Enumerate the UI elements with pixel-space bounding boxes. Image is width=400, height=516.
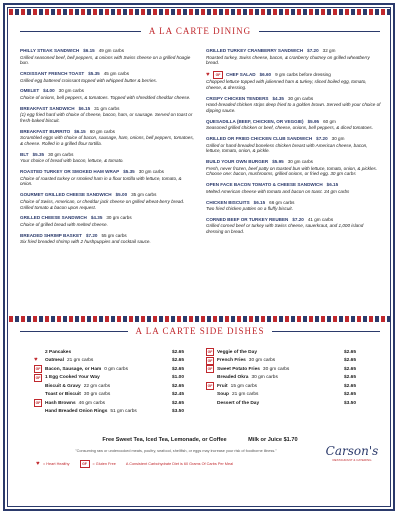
menu-item-name: BUILD YOUR OWN BURGER — [206, 159, 269, 165]
side-dish-carbs: 15 gm carbs — [230, 383, 258, 389]
paid-drinks-text: Milk or Juice $1.70 — [248, 437, 298, 443]
side-dish-price: $2.65 — [343, 349, 356, 355]
menu-item-carbs: 30 gm carbs — [287, 95, 314, 101]
menu-item — [20, 215, 195, 227]
left-menu-column — [20, 48, 195, 250]
side-dish-label — [34, 358, 93, 363]
menu-item-carbs: 30 gm carbs — [58, 88, 84, 94]
side-dish-price: $2.65 — [343, 383, 356, 389]
menu-item-header — [206, 71, 381, 79]
menu-item-price: $4.35 — [272, 95, 284, 101]
side-dish-row — [206, 357, 356, 366]
menu-item-description: Choice of roasted turkey or smoked ham in a flour tortilla with lettuce, tomato, & onion. — [20, 175, 182, 187]
divider — [272, 331, 380, 332]
side-dish-label — [34, 409, 137, 414]
menu-item-price: $5.00 — [115, 192, 128, 198]
menu-item-carbs: 60 gm — [323, 118, 336, 124]
side-dish-row — [206, 348, 356, 357]
side-dish-name: Biscuit & Gravy — [45, 383, 81, 389]
menu-item-carbs: 66 gm carbs — [269, 199, 295, 205]
side-dish-carbs: 30 gm carbs — [248, 358, 276, 364]
side-dish-icon-slot — [206, 382, 217, 390]
menu-item — [206, 96, 381, 114]
menu-item — [20, 88, 195, 100]
legend — [36, 460, 326, 468]
side-dish-name: 2 Pancakes — [45, 349, 72, 355]
middle-stripe-band — [9, 316, 391, 322]
side-dish-name: Hash Browns — [45, 400, 76, 406]
legend-gf-label: = Gluten Free — [92, 462, 116, 466]
side-dish-price: $2.45 — [171, 392, 184, 398]
divider — [20, 331, 128, 332]
menu-item-name: OPEN FACE BACON TOMATO & CHEESE SANDWICH — [206, 182, 323, 188]
side-dish-name: Fruit — [217, 383, 228, 389]
menu-item-price: $6.15 — [83, 48, 95, 53]
side-dish-carbs: 30 gm carbs — [262, 366, 290, 372]
side-dish-icon-slot — [34, 365, 45, 373]
side-dish-name: Dessert of the Day — [217, 400, 260, 406]
side-dish-row — [34, 365, 184, 374]
side-dish-name: Soup — [217, 392, 229, 398]
gluten-free-icon: GF — [35, 367, 41, 372]
logo-subtitle: RESTAURANT & CATERING — [332, 458, 372, 462]
dining-heading-banner — [20, 24, 380, 38]
menu-item-description: (1) egg fried hard with choice of cheese, bacon, ham, or sausage. Served on toast or fresh-baked biscuit. — [20, 112, 193, 123]
menu-item-name: PHILLY STEAK SANDWICH — [20, 48, 80, 53]
side-dish-price: $3.50 — [343, 400, 356, 406]
menu-item-description: Scrambled eggs with choice of bacon, sausage, ham, onions, bell peppers, tomatoes, & cheese. Rolled in a grilled flour tortilla. — [20, 135, 194, 147]
sides-right-list — [206, 348, 356, 408]
side-dish-icon-slot — [206, 357, 217, 365]
side-dish-name: Toast or Biscuit — [45, 392, 81, 398]
menu-item — [206, 136, 381, 154]
side-dish-price: $2.65 — [343, 366, 356, 372]
side-dish-price: $2.65 — [171, 366, 184, 372]
heart-icon: ♥ — [206, 71, 210, 78]
side-dish-price: $2.65 — [343, 358, 356, 364]
side-dish-label — [206, 401, 259, 406]
menu-item-description: Chopped lettuce topped with julienned ham & turkey, sliced boiled egg, tomato, cheese, & dressing. — [206, 79, 367, 90]
menu-item-name: CORNED BEEF OR TURKEY REUBEN — [206, 216, 289, 222]
heart-icon: ♥ — [36, 460, 40, 467]
menu-item-carbs: 31 gm carbs — [94, 105, 120, 111]
menu-item — [20, 129, 195, 147]
menu-item-carbs: 30 gm carbs — [106, 215, 132, 221]
gluten-free-icon: GF — [207, 350, 213, 355]
legend-heart — [36, 462, 70, 467]
menu-item-price: $4.00 — [43, 88, 55, 94]
gluten-free-icon: GF — [213, 71, 223, 79]
menu-item — [20, 106, 195, 124]
menu-item-description: Roasted turkey, Swiss cheese, bacon, & cranberry chutney on grilled wheatberry bread. — [206, 54, 370, 66]
side-dish-row — [34, 348, 184, 357]
logo-script: Carson's — [325, 444, 379, 458]
side-dish-name: Oatmeal — [45, 358, 64, 364]
side-dish-label — [206, 392, 258, 397]
gluten-free-icon: GF — [207, 384, 213, 389]
menu-item-price: $7.20 — [292, 216, 304, 222]
menu-item-description: Seasoned grilled chicken or beef, cheese, onions, bell peppers, & diced tomatoes. — [206, 125, 374, 131]
side-dish-price: $2.65 — [171, 400, 184, 406]
side-dish-label — [206, 382, 257, 390]
menu-item-price: $6.15 — [253, 199, 266, 205]
menu-item — [206, 200, 381, 212]
menu-item — [206, 217, 381, 235]
side-dish-carbs: 30 gm carbs — [83, 392, 111, 398]
gluten-free-icon: GF — [35, 401, 41, 406]
menu-item — [206, 119, 381, 131]
side-dish-name: French Fries — [217, 358, 246, 364]
menu-item-carbs: 35 gm carbs — [131, 192, 157, 198]
menu-item — [20, 192, 195, 210]
side-dish-name: Veggie of the Day — [217, 349, 257, 355]
side-dish-price: $2.65 — [171, 349, 184, 355]
right-menu-column — [206, 48, 381, 240]
menu-item-name: CHICKEN BISCUITS — [206, 199, 250, 205]
side-dish-label — [34, 374, 100, 382]
restaurant-logo — [322, 444, 382, 484]
menu-item-price: $5.95 — [307, 118, 320, 124]
dining-heading: A LA CARTE DINING — [148, 26, 252, 36]
side-dish-name: Breaded Okra — [217, 375, 249, 381]
menu-item-name: GOURMET GRILLED CHEESE SANDWICH — [20, 192, 112, 198]
menu-item-carbs: 45 gm carbs — [103, 71, 130, 77]
menu-item-price: $7.20 — [85, 232, 98, 238]
side-dish-icon-slot — [206, 348, 217, 356]
menu-item-carbs: 30 gm carbs — [287, 159, 313, 165]
menu-item — [206, 71, 381, 91]
menu-item-description: Grilled corned beef or turkey with Swiss cheese, sauerkraut, and 1,000 island dressing on bread. — [206, 223, 364, 235]
legend-carb-note: A Consistent Carbohydrate Diet is 60 Grams Of Carbs Per Meal — [125, 462, 234, 466]
sides-heading: A LA CARTE SIDE DISHES — [135, 326, 265, 336]
menu-item-name: OMELET — [20, 88, 40, 94]
menu-item-name: CRISPY CHICKEN TENDERS — [206, 95, 269, 101]
gluten-free-icon: GF — [207, 367, 213, 372]
menu-item-name: CHEF SALAD — [226, 71, 256, 77]
menu-item-name: GRILLED OR FRIED CHICKEN CLUB SANDWICH — [206, 136, 313, 142]
menu-item — [206, 159, 381, 177]
side-dish-label — [34, 392, 110, 397]
menu-item — [20, 152, 195, 164]
menu-item — [20, 169, 195, 187]
menu-item-description: Fresh, never frozen, beef patty on toasted bun with lettuce, tomato, onion, & pickles. Choose one: bacon, mushrooms, grilled onions, or fried egg. 30 gm carbs — [206, 165, 378, 177]
menu-item-name: ROASTED TURKEY OR SMOKED HAM WRAP — [20, 169, 120, 175]
menu-item-price: $7.20 — [316, 136, 328, 142]
menu-item-name: BLT — [20, 151, 29, 157]
menu-item-price: $5.35 — [123, 169, 135, 175]
menu-item-price: $4.35 — [90, 215, 103, 221]
menu-item-carbs: 30 gm carbs — [48, 151, 74, 157]
side-dish-row — [206, 365, 356, 374]
menu-item-name: BREAKFAST BURRITO — [20, 128, 71, 134]
drinks-line — [0, 437, 400, 443]
menu-item-name: GRILLED TURKEY CRANBERRY SANDWICH — [206, 48, 304, 53]
menu-item-description: Six fried breaded shrimp with 2 hushpuppies and cocktail sauce. — [20, 239, 151, 245]
side-dish-row — [34, 374, 184, 383]
menu-item-carbs: 41 gm carbs — [307, 216, 334, 222]
menu-item-description: Hand-breaded chicken strips deep fried to a golden brown. Served with your choice of dipping sauce. — [206, 102, 381, 113]
menu-item-price: $6.15 — [326, 182, 339, 188]
side-dish-label — [34, 365, 128, 373]
side-dish-row — [34, 357, 184, 366]
side-dish-row — [206, 382, 356, 391]
menu-item — [206, 182, 381, 194]
menu-item-price: $5.95 — [272, 159, 284, 165]
side-dish-label — [34, 384, 110, 389]
side-dish-price: $2.65 — [171, 358, 184, 364]
gluten-free-icon: GF — [207, 358, 213, 363]
menu-item — [20, 48, 195, 66]
divider — [20, 31, 141, 32]
free-drinks-text: Free Sweet Tea, Iced Tea, Lemonade, or Coffee — [102, 437, 227, 443]
heart-icon: ♥ — [34, 357, 38, 364]
menu-item-carbs: 30 gm — [331, 136, 345, 142]
side-dish-name: Bacon, Sausage, or Ham — [45, 366, 102, 372]
menu-item-name: QUESADILLA (BEEF, CHICKEN, OR VEGGIE) — [206, 118, 304, 124]
side-dish-carbs: 30 gm carbs — [251, 375, 278, 381]
side-dish-label — [206, 348, 257, 356]
legend-heart-label: = Heart Healthy — [43, 462, 70, 466]
side-dish-row — [206, 374, 356, 383]
side-dish-row — [34, 391, 184, 400]
side-dish-carbs: 21 gm carbs — [66, 358, 94, 364]
menu-item-description: Choice of Swiss, American, or cheddar jack cheese on grilled wheat-berry bread. Grilled tomato & bacon upon request. — [20, 198, 185, 210]
menu-item-description: Melted American cheese with tomato and bacon on toast. 34 gm carbs — [206, 188, 350, 194]
side-dish-icon-slot — [34, 374, 45, 382]
menu-item-name: CROISSANT FRENCH TOAST — [20, 71, 85, 77]
side-dish-label — [34, 350, 71, 355]
side-dish-price: $2.65 — [171, 383, 184, 389]
menu-item-carbs: 49 gm carbs — [98, 48, 124, 53]
menu-item-price: $6.15 — [74, 128, 86, 134]
menu-item-description: Grilled egg battered croissant topped with whipped butter & berries. — [20, 77, 158, 83]
menu-item-price: $7.20 — [307, 48, 319, 53]
side-dish-name: Hand Breaded Onion Rings — [45, 409, 108, 415]
side-dish-name: Sweet Potato Fries — [217, 366, 260, 372]
menu-item-name: GRILLED CHEESE SANDWICH — [20, 215, 87, 221]
menu-item-carbs: 32 gm — [322, 48, 336, 53]
sides-left-list — [34, 348, 184, 416]
side-dish-carbs: 21 gm carbs — [232, 392, 259, 398]
menu-item-description: Choice of grilled bread with melted cheese. — [20, 221, 108, 227]
side-dish-row — [206, 399, 356, 408]
side-dish-price: $1.00 — [171, 375, 184, 381]
side-dish-carbs: 22 gm carbs — [83, 383, 111, 389]
menu-item-description: Choice of onions, bell peppers, & tomatoes. Topped with shredded cheddar cheese. — [20, 94, 191, 100]
menu-item — [20, 71, 195, 83]
side-dish-row — [206, 391, 356, 400]
side-dish-price: $3.50 — [171, 409, 184, 415]
menu-item-carbs: 55 gm carbs — [101, 232, 127, 238]
side-dish-price: $2.65 — [343, 392, 356, 398]
menu-item-name: BREAKFAST SANDWICH — [20, 105, 75, 111]
menu-item — [206, 48, 381, 66]
side-dish-label — [206, 357, 275, 365]
menu-item-price: $6.15 — [78, 105, 91, 111]
food-safety-notice: "Consuming raw or undercooked meats, poultry, seafood, shellfish, or eggs may increase your risk of foodborne illness." — [75, 449, 277, 453]
menu-item-description: Two fried chicken patties on a fluffy biscuit. — [206, 206, 293, 212]
side-dish-row — [34, 408, 184, 417]
menu-item-carbs: 9 gm carbs before dressing — [275, 71, 331, 77]
side-dish-icon-slot — [34, 358, 45, 363]
menu-item-carbs: 60 gm carbs — [89, 128, 115, 134]
side-dish-label — [34, 399, 105, 407]
menu-item-description: Grilled seasoned beef, bell peppers, & onions with Swiss cheese on a grilled hoagie bun. — [20, 54, 191, 66]
side-dish-label — [206, 375, 278, 380]
gluten-free-icon: GF — [35, 375, 41, 380]
side-dish-icon-slot — [206, 365, 217, 373]
gluten-free-icon: GF — [80, 460, 90, 468]
menu-item-price: $5.35 — [32, 151, 45, 157]
menu-item-description: Grilled or hand-breaded boneless chicken breast with American cheese, bacon, lettuce, tomato, onion, & pickle. — [206, 142, 368, 154]
menu-item-price: $6.60 — [259, 71, 272, 77]
side-dish-carbs: 0 gm carbs — [104, 366, 128, 372]
menu-item-price: $5.35 — [88, 71, 100, 77]
menu-item-carbs: 30 gm carbs — [138, 169, 164, 175]
menu-item-description: Your choice of bread with bacon, lettuce, & tomato. — [20, 158, 124, 164]
side-dish-name: 1 Egg Cooked Your Way — [45, 375, 100, 381]
side-dish-price: $2.65 — [343, 375, 356, 381]
legend-gf — [80, 460, 116, 468]
sides-heading-banner — [20, 324, 380, 338]
side-dish-icon-slot — [34, 399, 45, 407]
divider — [259, 31, 380, 32]
side-dish-row — [34, 382, 184, 391]
menu-item — [20, 233, 195, 245]
side-dish-carbs: 46 gm carbs — [78, 400, 106, 406]
side-dish-row — [34, 399, 184, 408]
side-dish-label — [206, 365, 289, 373]
top-stripe-band — [9, 9, 391, 15]
side-dish-carbs: 51 gm carbs — [110, 409, 137, 415]
menu-item-name: BREADED SHRIMP BASKET — [20, 232, 82, 238]
